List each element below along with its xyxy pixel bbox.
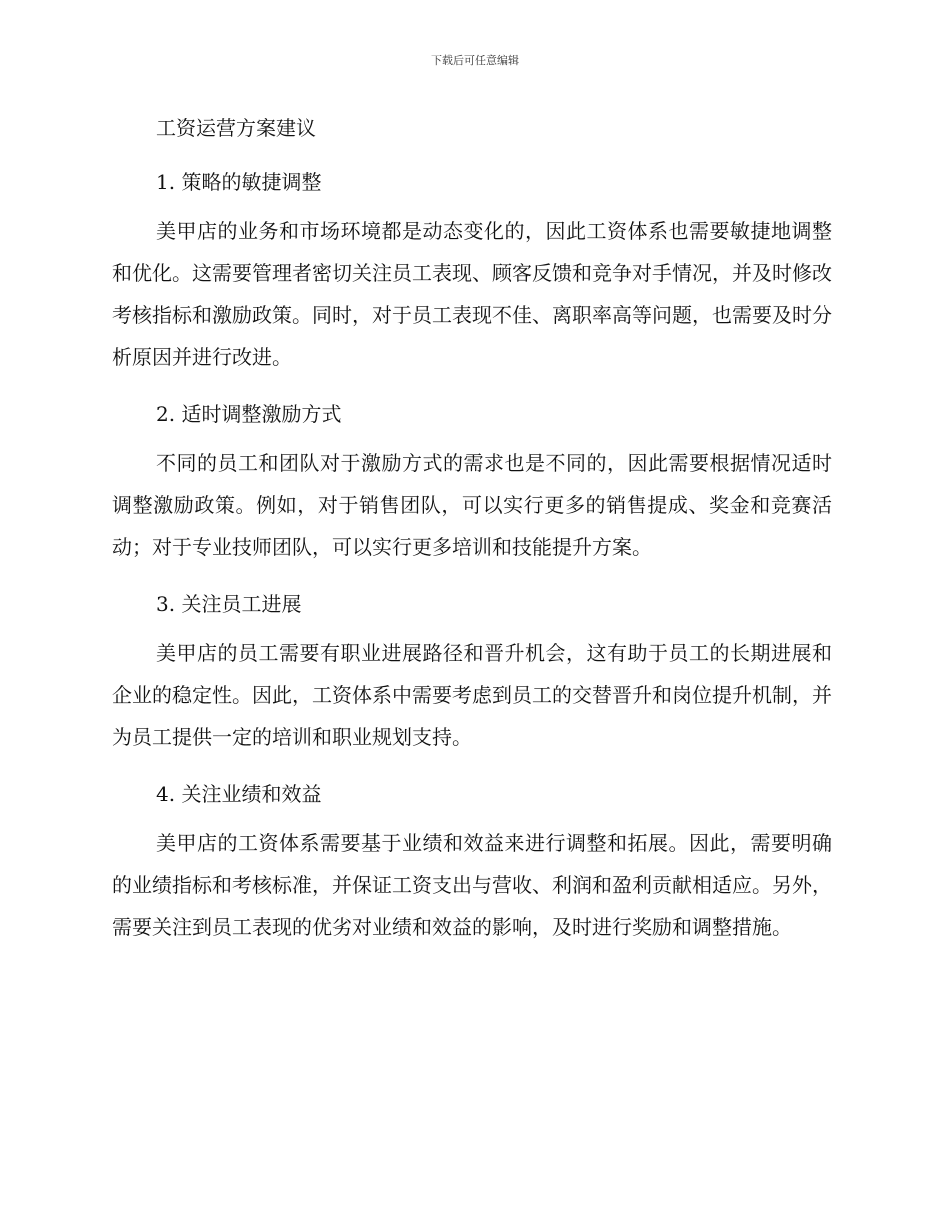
section-paragraph-1: 美甲店的业务和市场环境都是动态变化的，因此工资体系也需要敏捷地调整和优化。这需要管理者密切关注员工表现、顾客反馈和竞争对手情况，并及时修改考核指标和激励政策。同时，对于员工表现不佳、离职率高等问题，也需要及时分析原因并进行改进。 bbox=[112, 219, 832, 369]
document-title: 工资运营方案建议 bbox=[156, 116, 316, 140]
section-heading-1: 1. 策略的敏捷调整 bbox=[156, 170, 322, 194]
document-body bbox=[112, 110, 832, 948]
section-heading-3: 3. 关注员工进展 bbox=[156, 592, 302, 616]
section-paragraph-4: 美甲店的工资体系需要基于业绩和效益来进行调整和拓展。因此，需要明确的业绩指标和考核标准，并保证工资支出与营收、利润和盈利贡献相适应。另外，需要关注到员工表现的优劣对业绩和效益的影响，及时进行奖励和调整措施。 bbox=[112, 831, 832, 939]
section-paragraph-3: 美甲店的员工需要有职业进展路径和晋升机会，这有助于员工的长期进展和企业的稳定性。因此，工资体系中需要考虑到员工的交替晋升和岗位提升机制，并为员工提供一定的培训和职业规划支持。 bbox=[112, 641, 832, 749]
page-header: 下载后可任意编辑 bbox=[431, 54, 519, 67]
section-paragraph-2: 不同的员工和团队对于激励方式的需求也是不同的，因此需要根据情况适时调整激励政策。例如，对于销售团队，可以实行更多的销售提成、奖金和竞赛活动；对于专业技师团队，可以实行更多培训和技能提升方案。 bbox=[112, 451, 832, 559]
section-heading-2: 2. 适时调整激励方式 bbox=[156, 402, 342, 426]
section-heading-4: 4. 关注业绩和效益 bbox=[156, 782, 322, 806]
